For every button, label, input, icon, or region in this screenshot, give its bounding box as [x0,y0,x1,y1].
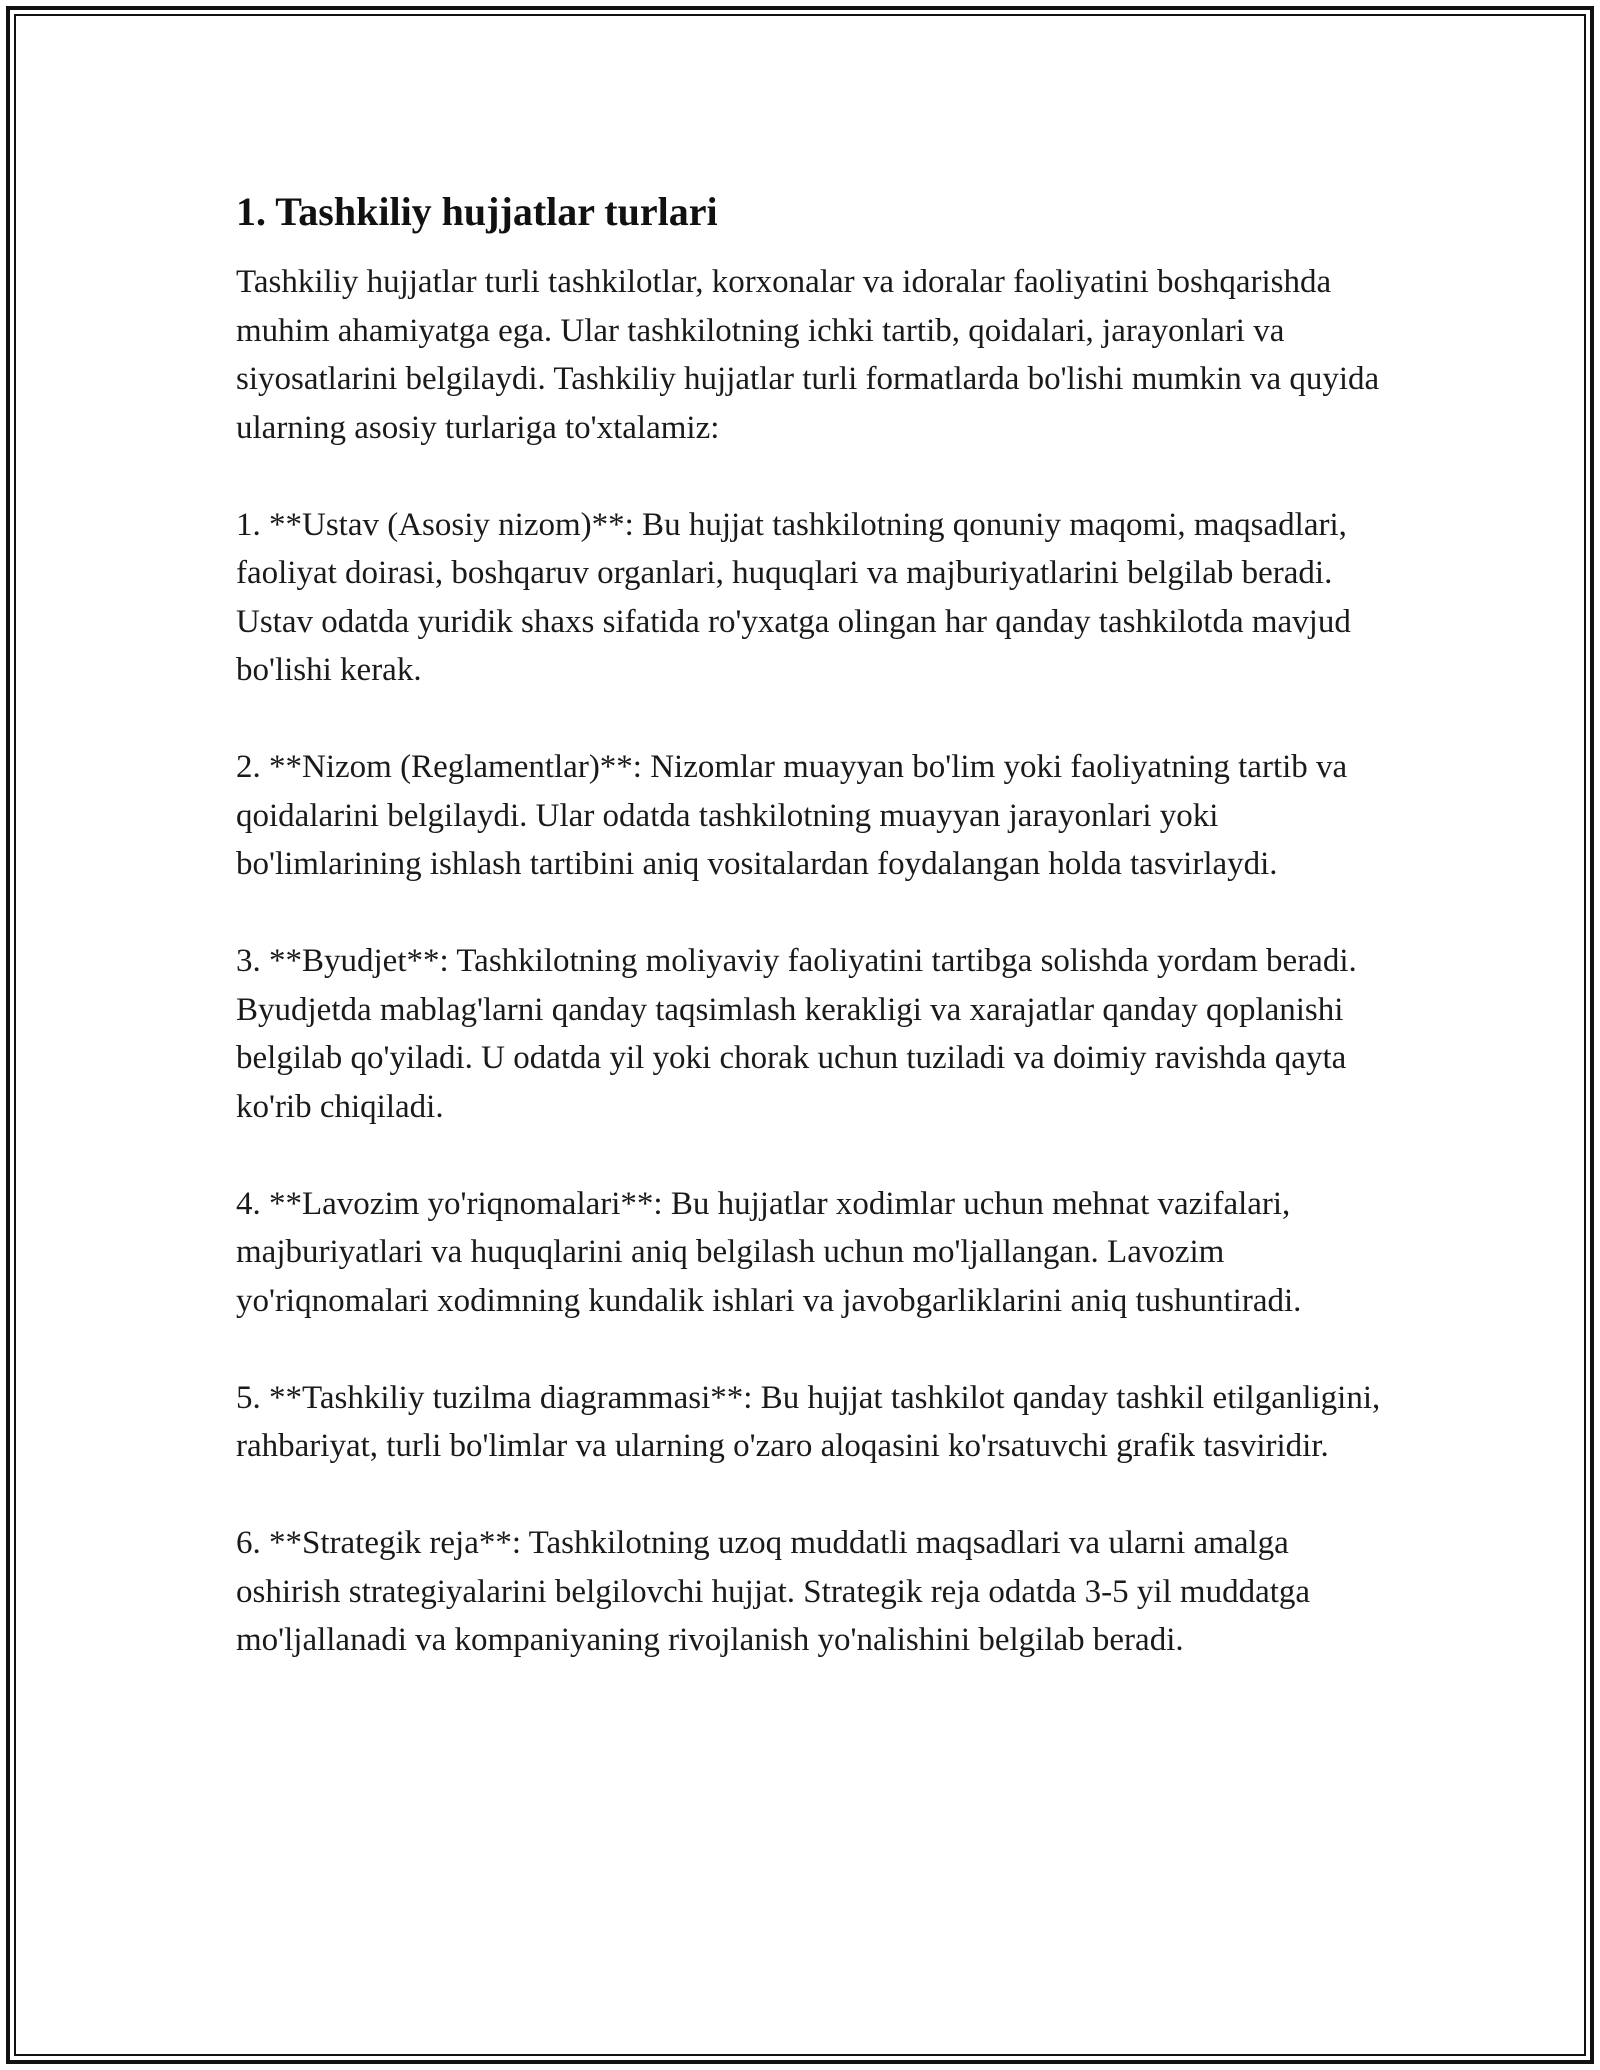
intro-paragraph: Tashkiliy hujjatlar turli tashkilotlar, korxonalar va idoralar faoliyatini boshqarishda muhim ahamiyatga ega. Ular tashkilotning ichki tartib, qoidalari, jarayonlari va siyosatlarini belgilaydi. Tashkiliy hujjatlar turli formatlarda bo'lishi mumkin va quyida ularning asosiy turlariga to'xtalamiz: [236,264,1380,446]
item-nizom-paragraph: 2. **Nizom (Reglamentlar)**: Nizomlar muayyan bo'lim yoki faoliyatning tartib va qoidalarini belgilaydi. Ular odatda tashkilotning muayyan jarayonlari yoki bo'limlarining ishlash tartibini aniq vositalardan foydalangan holda tasvirlaydi. [236,749,1348,882]
item-ustav-paragraph: 1. **Ustav (Asosiy nizom)**: Bu hujjat tashkilotning qonuniy maqomi, maqsadlari, faoliyat doirasi, boshqaruv organlari, huquqlari va majburiyatlarini belgilab beradi. Ustav odatda yuridik shaxs sifatida ro'yxatga olingan har qanday tashkilotda mavjud bo'lishi kerak. [236,506,1351,688]
item-strategik-reja-paragraph: 6. **Strategik reja**: Tashkilotning uzoq muddatli maqsadlari va ularni amalga oshirish strategiyalarini belgilovchi hujjat. Strategik reja odatda 3-5 yil muddatga mo'ljallanadi va kompaniyaning rivojlanish yo'nalishini belgilab beradi. [236,1525,1311,1658]
document-title: 1. Tashkiliy hujjatlar turlari [236,189,718,234]
item-lavozim-paragraph: 4. **Lavozim yo'riqnomalari**: Bu hujjatlar xodimlar uchun mehnat vazifalari, majburiyatlari va huquqlarini aniq belgilash uchun mo'ljallangan. Lavozim yo'riqnomalari xodimning kundalik ishlari va javobgarliklarini aniq tushuntiradi. [236,1185,1302,1319]
item-byudjet-paragraph: 3. **Byudjet**: Tashkilotning moliyaviy faoliyatini tartibga solishda yordam beradi. Byudjetda mablag'larni qanday taqsimlash kerakligi va xarajatlar qanday qoplanishi belgilab qo'yiladi. U odatda yil yoki chorak uchun tuziladi va doimiy ravishda qayta ko'rib chiqiladi. [236,943,1357,1125]
item-diagramma-paragraph: 5. **Tashkiliy tuzilma diagrammasi**: Bu hujjat tashkilot qanday tashkil etilganligini, rahbariyat, turli bo'limlar va ularning o'zaro aloqasini ko'rsatuvchi grafik tasviridir. [236,1379,1381,1464]
document-body [236,188,1386,1665]
